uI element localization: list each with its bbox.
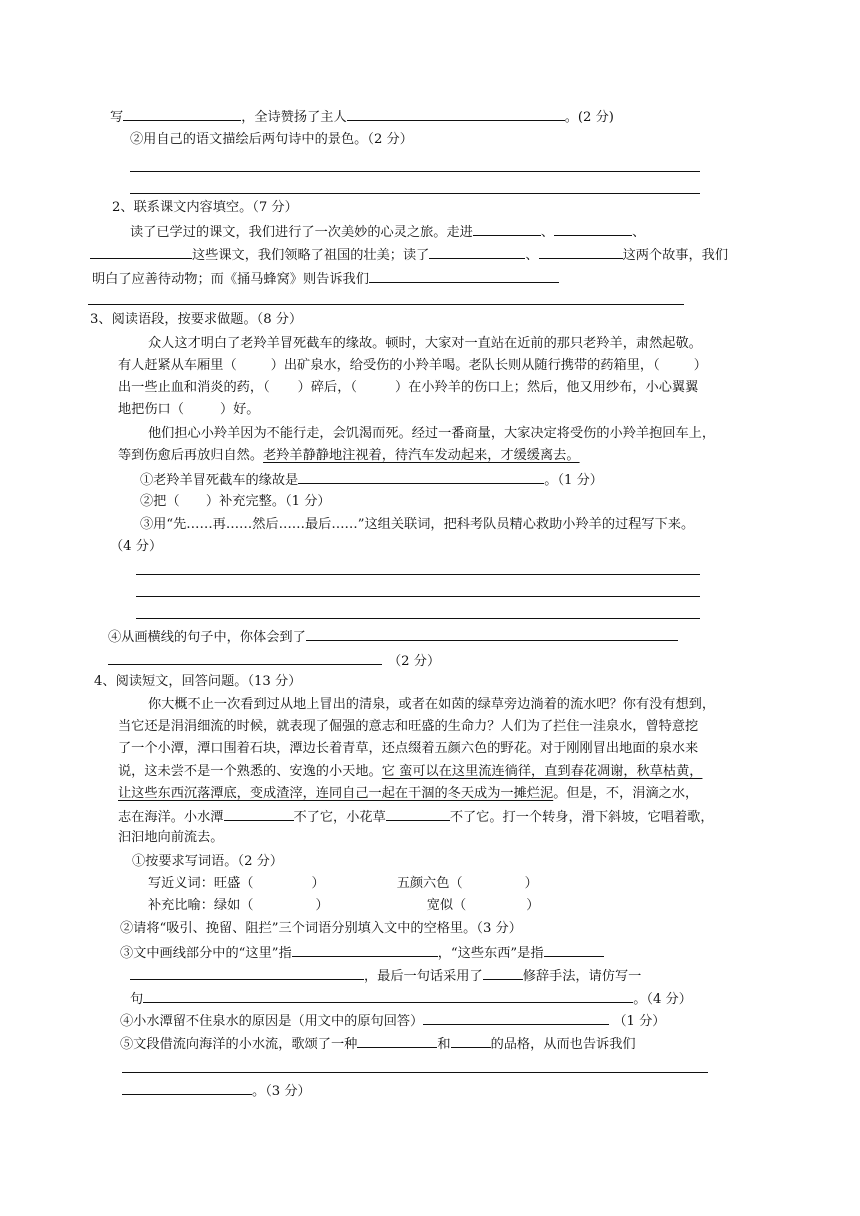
passage-line: 你大概不止一次看到过从地上冒出的清泉，或者在如茵的绿草旁边淌着的流水吧？你有没有想到， <box>148 697 716 712</box>
passage-line: 等到伤愈后再放归自然。老羚羊静静地注视着，待汽车发动起来，才缓缓离去。 <box>118 448 580 463</box>
answer-blank[interactable] <box>108 650 382 665</box>
answer-blank[interactable] <box>369 268 559 283</box>
q4-subquestion-5: ⑤文段借流向海洋的小水流，歌颂了一种 和 的品格，从而也告诉我们 <box>120 1033 636 1055</box>
answer-line[interactable] <box>130 193 700 194</box>
q4-subquestion-5-cont: 。（3 分） <box>122 1080 311 1102</box>
answer-blank[interactable] <box>143 988 633 1003</box>
underlined-sentence: 它 蛮可以在这里流连徜徉，直到春花凋谢，秋草枯黄， <box>381 764 703 779</box>
passage-line: 了一个小潭，潭口围着石块，潭边长着青草，还点缀着五颜六色的野花。对于刚刚冒出地面的泉水来 <box>118 741 699 756</box>
q3-subquestion-2: ②把（ ）补充完整。（1 分） <box>140 494 331 509</box>
passage-line: 有人赶紧从车厢里（ ）出矿泉水，给受伤的小羚羊喝。老队长则从随行携带的药箱里，（ ） <box>118 358 707 373</box>
q4-subquestion-3-cont2: 句 。（4 分） <box>130 988 692 1010</box>
answer-line[interactable] <box>136 574 700 575</box>
passage-line: 志在海洋。小水潭 不了它，小花草 不了它。打一个转身，滑下斜坡，它唱着歌， <box>118 806 714 828</box>
answer-line[interactable] <box>88 304 684 305</box>
q3-subquestion-1: ①老羚羊冒死截车的缘故是 。（1 分） <box>140 469 603 491</box>
answer-blank[interactable] <box>423 1010 609 1025</box>
poem-subquestion-2: ②用自己的语文描绘后两句诗中的景色。（2 分） <box>130 132 413 147</box>
q3-subquestion-3: ③用“先……再……然后……最后……”这组关联词，把科考队员精心救助小羚羊的过程写下来。 <box>140 517 695 532</box>
answer-blank[interactable] <box>554 221 632 236</box>
passage-line: 地把伤口（ ）好。 <box>118 402 260 417</box>
q2-line-2: 这些课文，我们领略了祖国的壮美；读了 、 这两个故事，我们 <box>90 244 728 266</box>
q4-title: 4、阅读短文，回答问题。（13 分） <box>94 674 302 689</box>
underlined-sentence: 老羚羊静静地注视着，待汽车发动起来，才缓缓离去。 <box>263 448 580 463</box>
answer-blank[interactable] <box>298 469 544 484</box>
underlined-sentence: 让这些东西沉落潭底，变成渣滓，连同自己一起在干涸的冬天成为一摊烂泥 <box>118 786 554 801</box>
q3-subquestion-3-score: （4 分） <box>110 539 163 554</box>
q2-line-3: 明白了应善待动物；而《捅马蜂窝》则告诉我们 <box>92 268 559 290</box>
q4-subquestion-3: ③文中画线部分中的“这里”指 ，“这些东西”是指 <box>120 942 604 964</box>
answer-blank[interactable] <box>386 806 450 821</box>
answer-blank[interactable] <box>347 106 565 121</box>
q4-subquestion-2: ②请将“吸引、挽留、阻拦”三个词语分别填入文中的空格里。（3 分） <box>120 921 522 936</box>
q4-subquestion-1: ①按要求写词语。（2 分） <box>132 854 284 869</box>
answer-blank[interactable] <box>90 244 192 259</box>
answer-line[interactable] <box>136 618 700 619</box>
q4-subquestion-3-cont: ，最后一句话采用了 修辞手法，请仿写一 <box>130 965 641 987</box>
answer-blank[interactable] <box>539 244 623 259</box>
synonym-row: 写近义词：旺盛（ ） 五颜六色（ ） <box>148 876 538 891</box>
passage-line: 他们担心小羚羊因为不能行走，会饥渴而死。经过一番商量，大家决定将受伤的小羚羊抱回车上， <box>148 426 716 441</box>
answer-blank[interactable] <box>483 965 523 980</box>
answer-blank[interactable] <box>429 244 525 259</box>
passage-line: 汩汩地向前流去。 <box>118 830 224 845</box>
answer-blank[interactable] <box>292 942 438 957</box>
answer-blank[interactable] <box>123 106 241 121</box>
q4-subquestion-4: ④小水潭留不住泉水的原因是（用文中的原句回答） （1 分） <box>120 1010 665 1032</box>
passage-line: 众人这才明白了老羚羊冒死截车的缘故。顿时，大家对一直站在近前的那只老羚羊，肃然起敬。 <box>148 336 702 351</box>
poem-question-line: 写 ，全诗赞扬了主人 。(2 分) <box>110 106 614 128</box>
q3-title: 3、阅读语段，按要求做题。（8 分） <box>90 312 303 327</box>
answer-blank[interactable] <box>544 942 604 957</box>
answer-line[interactable] <box>136 596 700 597</box>
answer-line[interactable] <box>122 1072 708 1073</box>
passage-line: 让这些东西沉落潭底，变成渣滓，连同自己一起在干涸的冬天成为一摊烂泥。但是，不，涓滴之水， <box>118 786 699 801</box>
answer-blank[interactable] <box>451 1033 491 1048</box>
q2-title: 2、联系课文内容填空。（7 分） <box>112 200 298 215</box>
answer-line[interactable] <box>130 171 700 172</box>
q3-subquestion-4: ④从画横线的句子中，你体会到了 <box>108 626 678 648</box>
answer-blank[interactable] <box>122 1080 252 1095</box>
passage-line: 当它还是涓涓细流的时候，就表现了倔强的意志和旺盛的生命力？人们为了拦住一洼泉水，曾特意挖 <box>118 719 699 734</box>
answer-blank[interactable] <box>357 1033 437 1048</box>
answer-blank[interactable] <box>473 221 541 236</box>
q3-subquestion-4-cont: （2 分） <box>108 650 440 672</box>
answer-blank[interactable] <box>130 965 364 980</box>
passage-line: 说，这未尝不是一个熟悉的、安逸的小天地。它 蛮可以在这里流连徜徉，直到春花凋谢，秋草枯黄， <box>118 764 703 779</box>
passage-line: 出一些止血和消炎的药，（ ）碎后，（ ）在小羚羊的伤口上；然后，他又用纱布，小心翼翼 <box>118 380 699 395</box>
metaphor-row: 补充比喻：绿如（ ） 宽似（ ） <box>148 898 540 913</box>
answer-blank[interactable] <box>306 626 678 641</box>
answer-blank[interactable] <box>224 806 294 821</box>
q2-line-1: 读了已学过的课文，我们进行了一次美妙的心灵之旅。走进 、 、 <box>130 221 645 243</box>
